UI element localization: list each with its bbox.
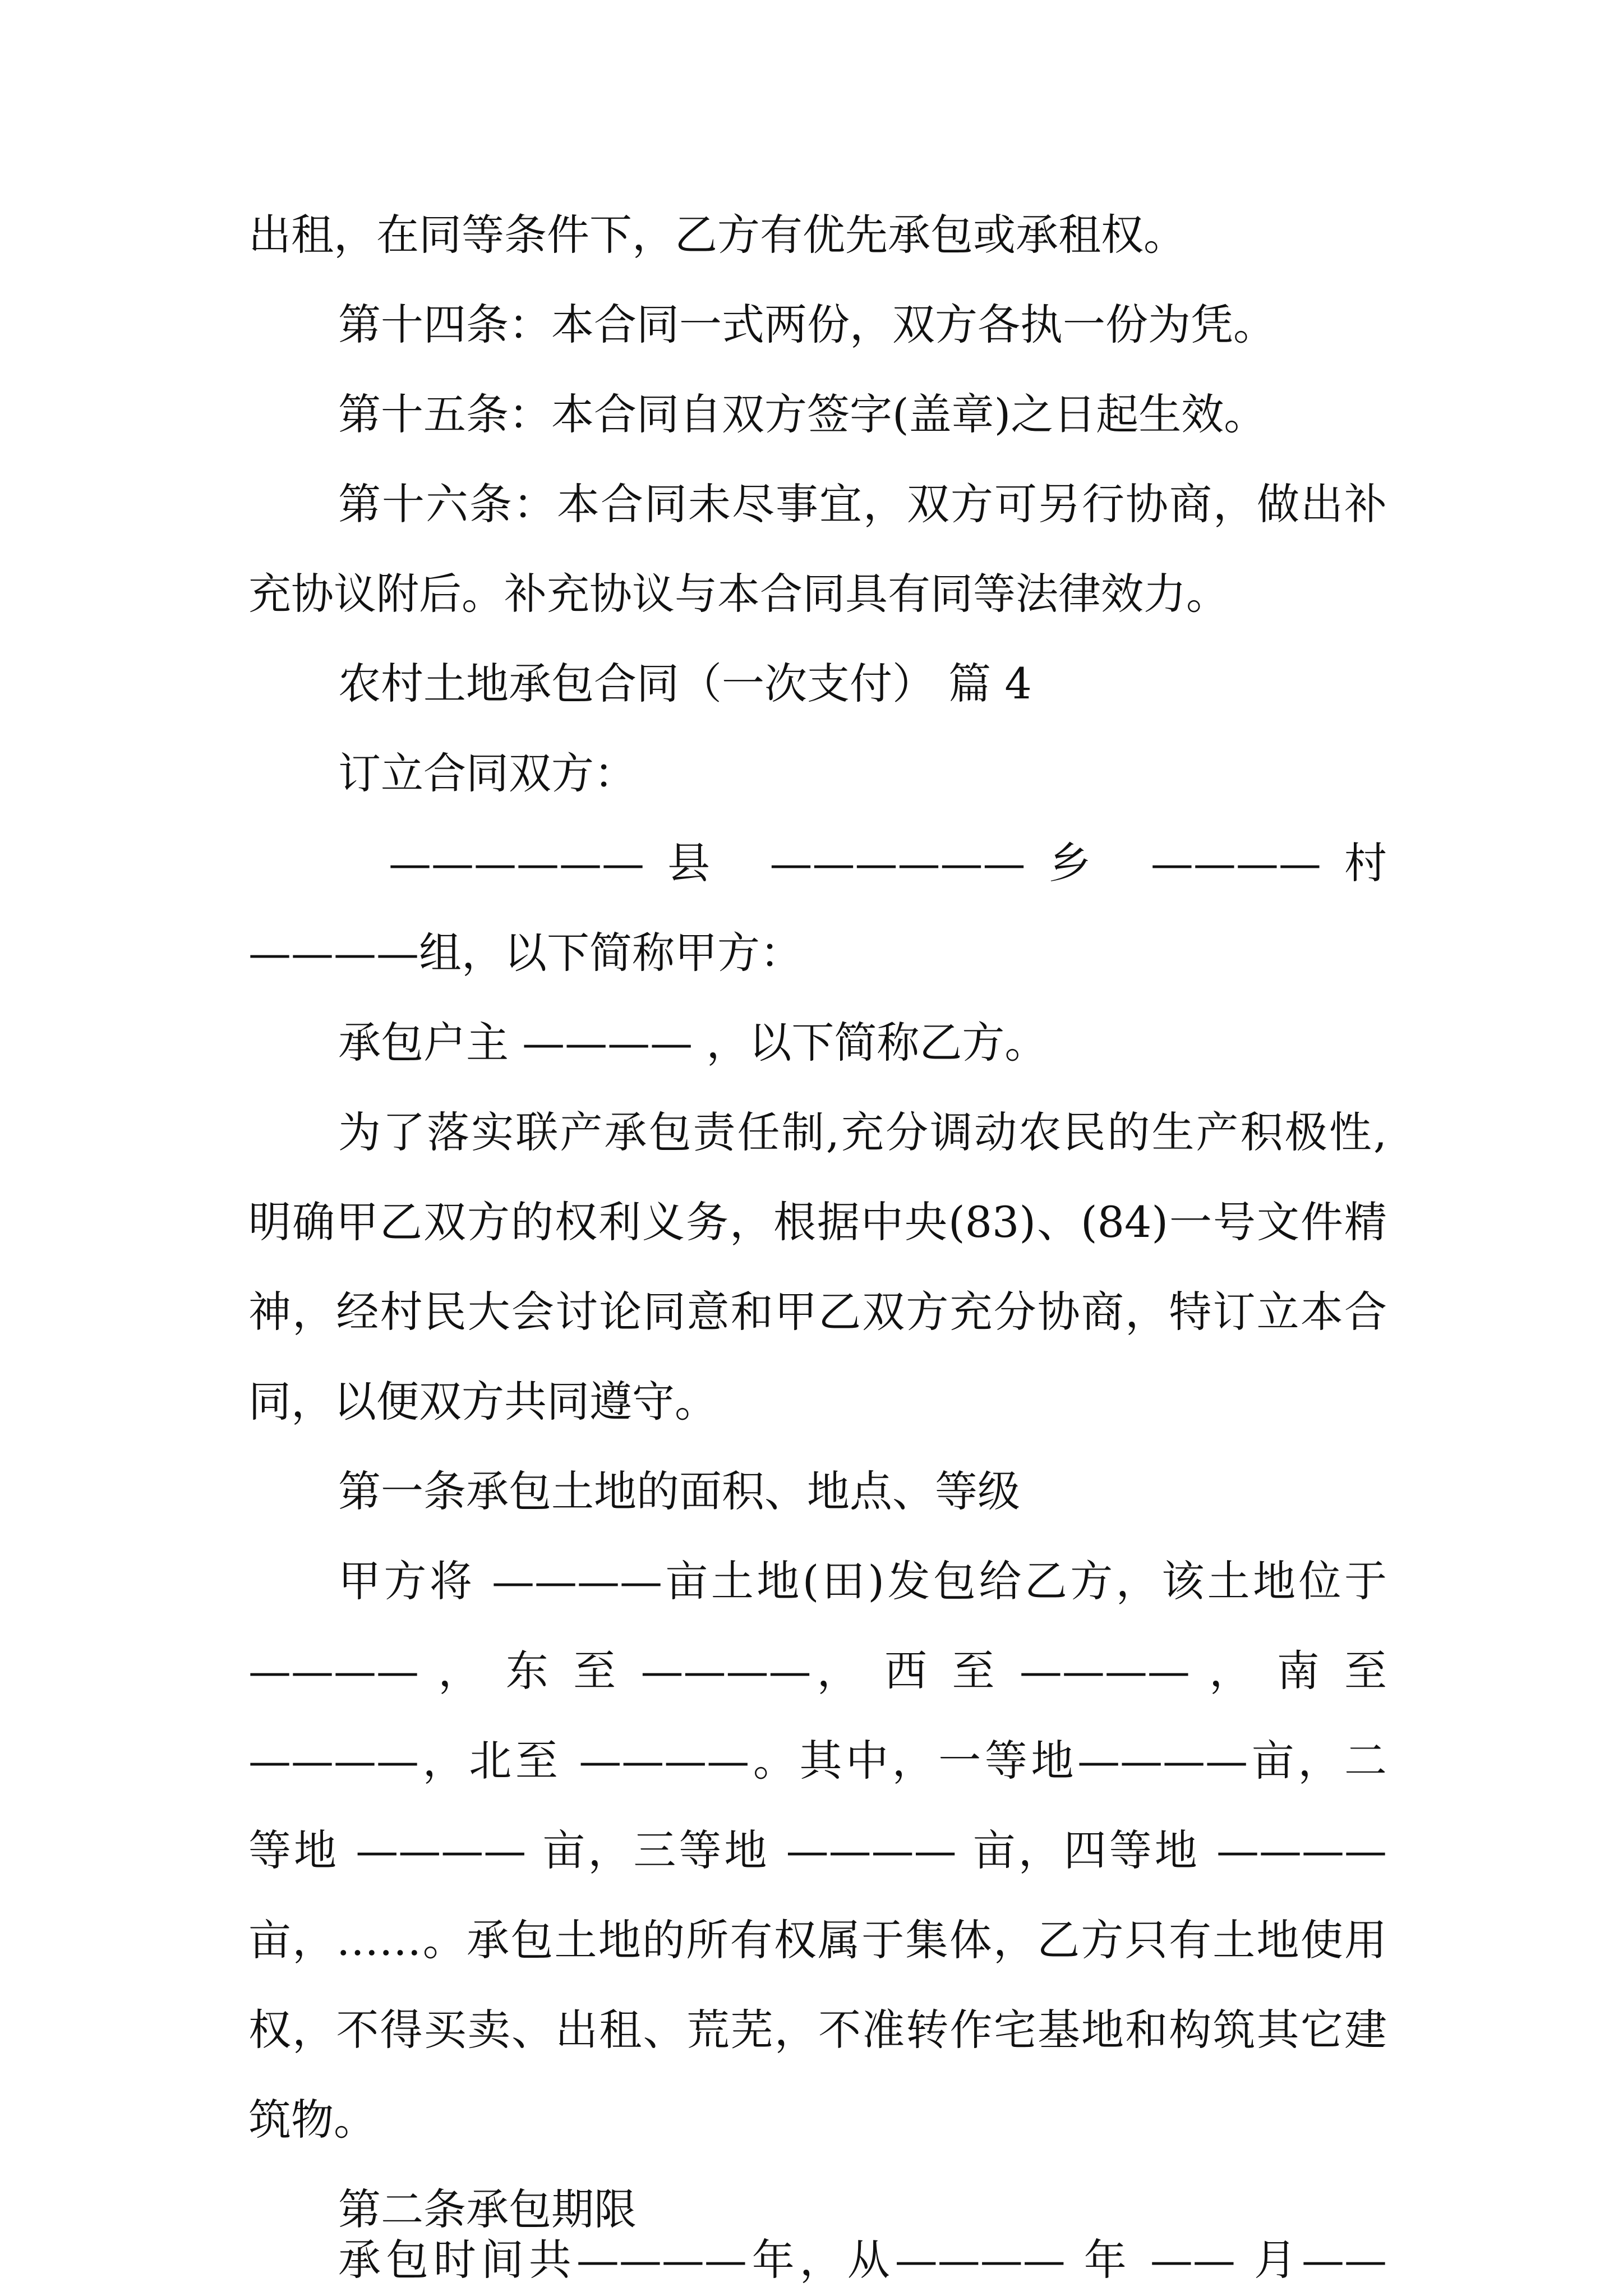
text-line: ————组，以下简称甲方：: [248, 928, 803, 978]
text-line: ——————县 ——————乡 ————村: [389, 838, 1387, 888]
text-line: 权，不得买卖、出租、荒芜，不准转作宅基地和构筑其它建: [248, 2005, 1387, 2055]
text-line: 第十六条：本合同未尽事宜，双方可另行协商，做出补: [338, 479, 1387, 529]
text-line: 甲方将 ————亩土地(田)发包给乙方，该土地位于: [338, 1556, 1387, 1606]
text-line: 第十五条：本合同自双方签字(盖章)之日起生效。: [338, 389, 1267, 439]
text-line: ————，北至 ————。其中，一等地————亩，二: [248, 1736, 1387, 1786]
text-line: 出租，在同等条件下，乙方有优先承包或承租权。: [248, 210, 1186, 260]
text-line: 订立合同双方：: [338, 748, 637, 798]
text-line: 筑物。: [248, 2095, 376, 2145]
text-line: 承包时间共————年，从———— 年 —— 月——: [338, 2235, 1387, 2285]
text-line: ———— ， 东 至 ————， 西 至 ———— ， 南 至: [248, 1646, 1387, 1696]
text-line: 等地 ———— 亩，三等地 ———— 亩，四等地 ————: [248, 1825, 1387, 1875]
section-heading: 农村土地承包合同（一次支付） 篇 4: [338, 659, 1032, 708]
text-line: 为了落实联产承包责任制,充分调动农民的生产积极性,: [338, 1107, 1387, 1157]
article-heading: 第一条承包土地的面积、地点、等级: [338, 1466, 1020, 1516]
article-heading: 第二条承包期限: [338, 2184, 637, 2234]
text-line: 承包户主 ———— ，以下简称乙方。: [338, 1018, 1048, 1068]
text-line: 神，经村民大会讨论同意和甲乙双方充分协商，特订立本合: [248, 1287, 1387, 1337]
text-line: 第十四条：本合同一式两份，双方各执一份为凭。: [338, 300, 1276, 349]
text-line: 亩，……。承包土地的所有权属于集体，乙方只有土地使用: [248, 1915, 1387, 1965]
text-line: 同，以便双方共同遵守。: [248, 1377, 717, 1427]
text-line: 明确甲乙双方的权利义务，根据中央(83)、(84)一号文件精: [248, 1197, 1387, 1247]
text-line: 充协议附后。补充协议与本合同具有同等法律效力。: [248, 569, 1229, 619]
